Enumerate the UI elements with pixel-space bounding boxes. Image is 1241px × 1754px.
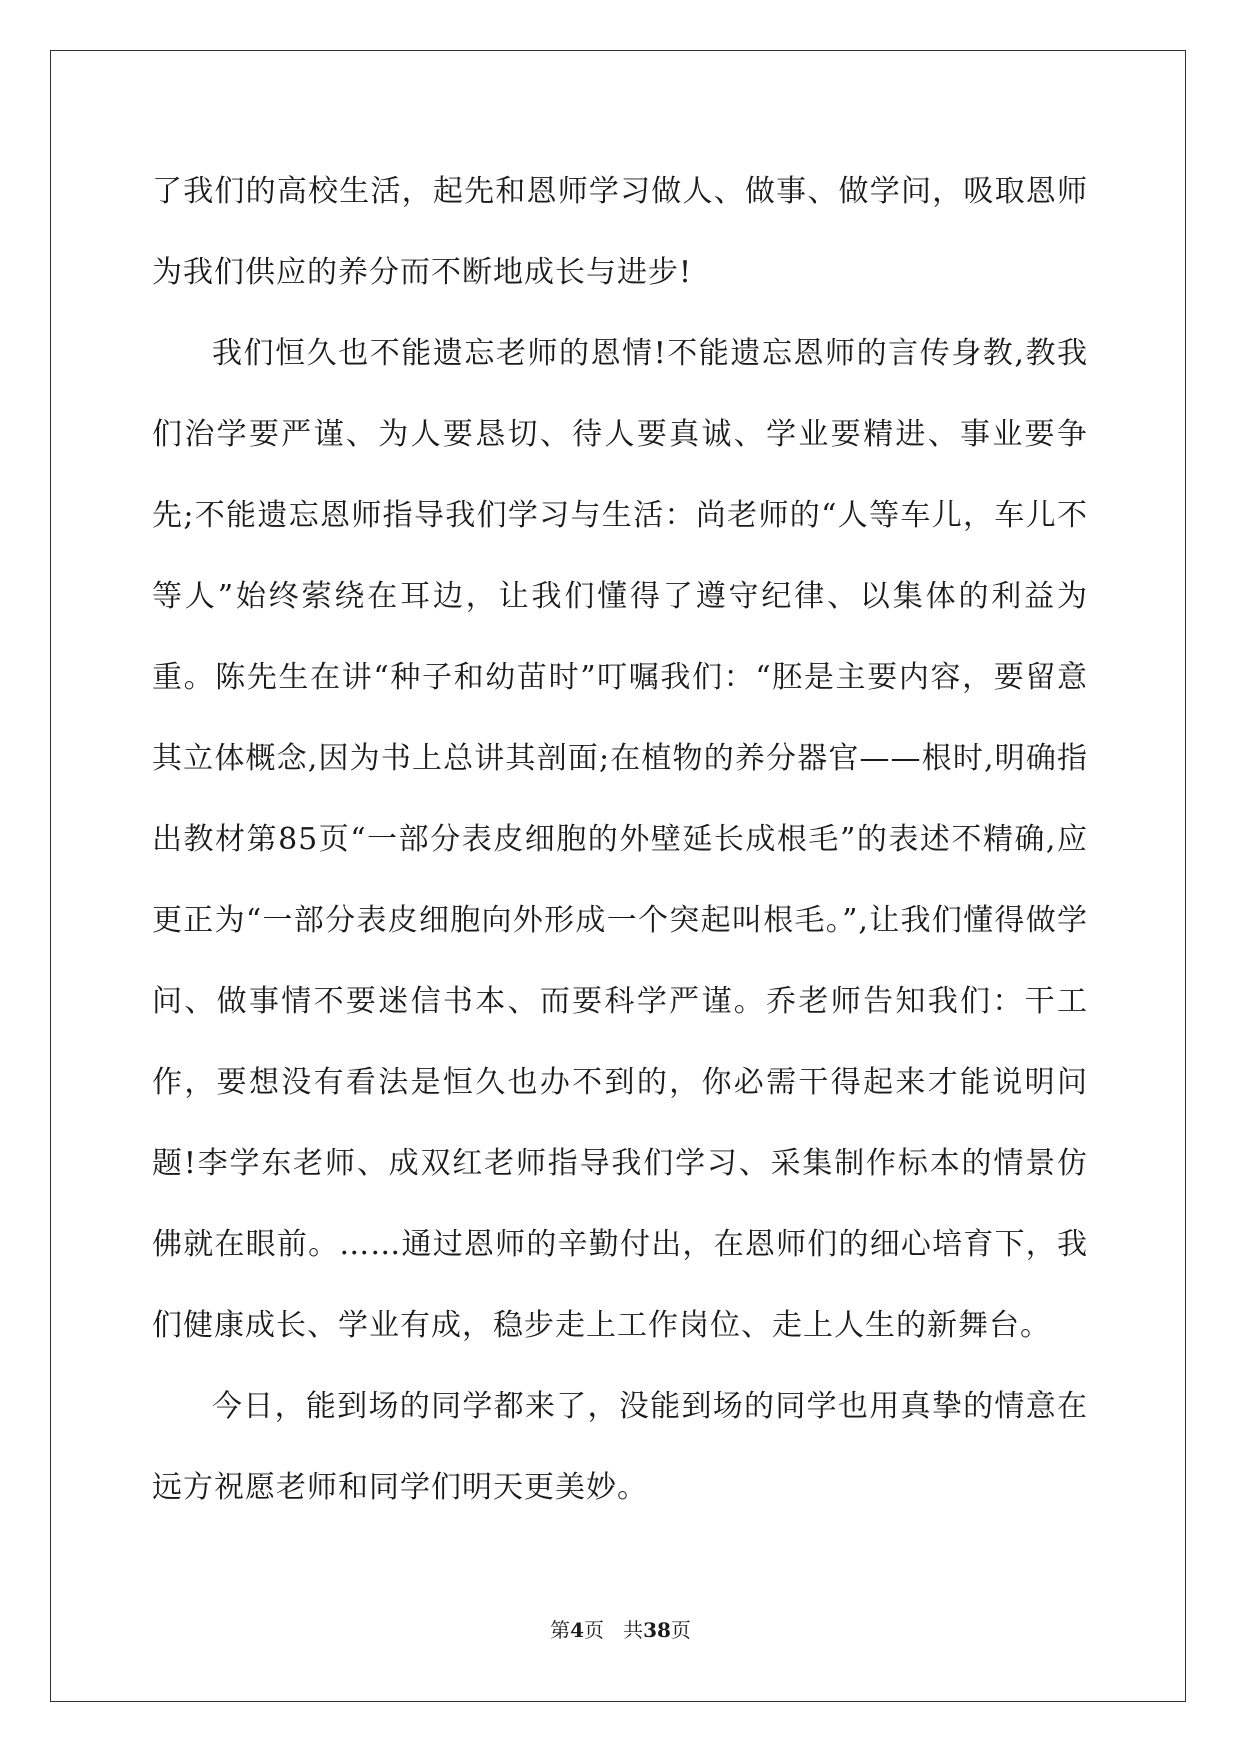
footer-prefix: 第 (550, 1618, 571, 1642)
footer-page-word: 页 (584, 1618, 604, 1642)
paragraph-2: 我们恒久也不能遗忘老师的恩情!不能遗忘恩师的言传身教,教我们治学要严谨、为人要恳切、待人要真诚、学业要精进、事业要争先;不能遗忘恩师指导我们学习与生活：尚老师的“人等车儿，车儿不等人”始终萦绕在耳边，让我们懂得了遵守纪律、以集体的利益为重。陈先生在讲“种子和幼苗时”叮嘱我们：“胚是主要内容，要留意其立体概念,因为书上总讲其剖面;在植物的养分器官——根时,明确指出教材第85页“一部分表皮细胞的外壁延长成根毛”的表述不精确,应更正为“一部分表皮细胞向外形成一个突起叫根毛。”,让我们懂得做学问、做事情不要迷信书本、而要科学严谨。乔老师告知我们：干工作，要想没有看法是恒久也办不到的，你必需干得起来才能说明问题!李学东老师、成双红老师指导我们学习、采集制作标本的情景仿佛就在眼前。……通过恩师的辛勤付出，在恩师们的细心培育下，我们健康成长、学业有成，稳步走上工作岗位、走上人生的新舞台。 (152, 336, 1088, 1343)
document-body (152, 151, 1088, 1528)
paragraph-1: 了我们的高校生活，起先和恩师学习做人、做事、做学问，吸取恩师为我们供应的养分而不断地成长与进步! (152, 174, 1088, 290)
footer-total-prefix: 共 (623, 1618, 644, 1642)
current-page-number: 4 (570, 1618, 584, 1642)
total-pages-number: 38 (643, 1618, 671, 1642)
footer-total-suffix: 页 (670, 1618, 691, 1642)
page-footer (0, 1618, 1241, 1642)
paragraph-3: 今日，能到场的同学都来了，没能到场的同学也用真挚的情意在远方祝愿老师和同学们明天更美妙。 (152, 1389, 1088, 1505)
